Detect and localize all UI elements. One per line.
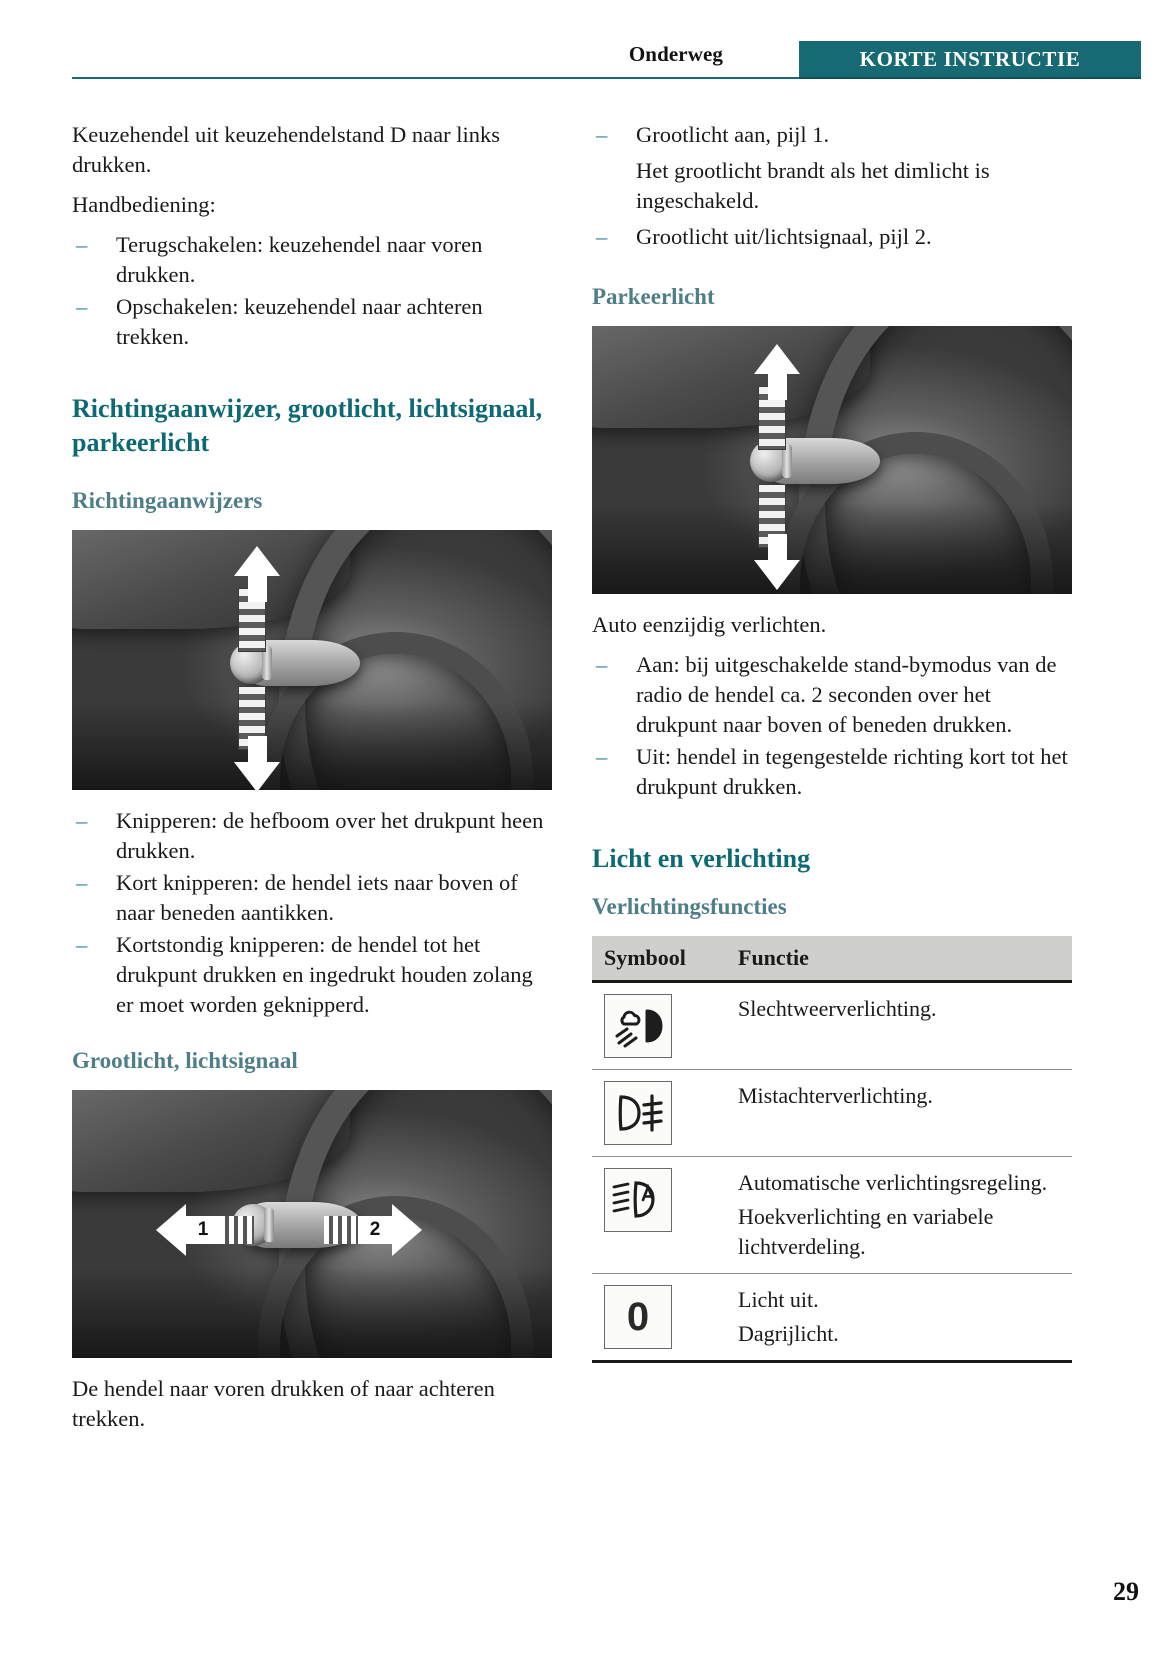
running-title: Onderweg	[628, 42, 723, 66]
list-item	[72, 230, 552, 290]
list-item-label: Kort knipperen: de hendel iets naar boven of naar beneden aantikken.	[116, 870, 518, 925]
column-header-function: Functie	[726, 936, 1072, 982]
arrow-left-icon	[156, 1204, 254, 1256]
arrow-up-icon	[761, 344, 793, 400]
function-text: Mistachterverlichting.	[738, 1083, 933, 1108]
photo-shadow	[72, 702, 552, 790]
section-heading-indicators: Richtingaanwijzer, grootlicht, lichtsignaal, parkeerlicht	[72, 394, 543, 457]
lights-off-glyph: 0	[626, 1295, 650, 1339]
function-cell	[726, 1070, 1072, 1157]
page-number: 29	[1113, 1577, 1139, 1606]
symbol-cell	[592, 1070, 726, 1157]
table-row	[592, 1274, 1072, 1362]
function-cell	[726, 1157, 1072, 1274]
left-column	[72, 120, 552, 1444]
symbol-cell	[592, 1157, 726, 1274]
dash-bullet-icon: –	[596, 744, 608, 769]
function-text: Slechtweerverlichting.	[738, 996, 937, 1021]
lighting-functions-table	[592, 936, 1072, 1363]
list-item	[72, 292, 552, 352]
photo-stalk-ring	[264, 1208, 274, 1242]
dash-bullet-icon: –	[76, 870, 88, 895]
list-item-label: Uit: hendel in tegengestelde richting kort tot het drukpunt drukken.	[636, 744, 1068, 799]
intro-paragraph-2: Handbediening:	[72, 192, 216, 217]
table-row	[592, 1157, 1072, 1274]
list-item	[592, 120, 1072, 216]
list-item	[592, 650, 1072, 740]
turn-signal-stalk-photo	[72, 530, 552, 790]
arrow-down-icon	[761, 534, 793, 590]
table-head	[592, 936, 1072, 982]
function-text-secondary: Dagrijlicht.	[738, 1321, 839, 1346]
list-item	[592, 222, 1072, 252]
dash-bullet-icon: –	[596, 122, 608, 147]
header-rule-tab	[799, 77, 1141, 79]
turn-signal-list	[72, 806, 552, 1020]
function-cell	[726, 982, 1072, 1070]
automatic-light-control-icon	[604, 1168, 672, 1232]
list-item	[72, 868, 552, 928]
right-column	[592, 120, 1072, 1363]
photo-shadow	[592, 503, 1072, 594]
arrow-up-icon	[241, 546, 273, 602]
list-item-label: Knipperen: de hefboom over het drukpunt heen drukken.	[116, 808, 544, 863]
list-item	[72, 930, 552, 1020]
function-text-secondary: Hoekverlichting en variabele lichtverdeling.	[738, 1204, 994, 1259]
dash-bullet-icon: –	[596, 652, 608, 677]
table-row	[592, 982, 1072, 1070]
column-header-symbol: Symbool	[592, 936, 726, 982]
chapter-tab: KORTE INSTRUCTIE	[799, 41, 1141, 77]
symbol-cell	[592, 982, 726, 1070]
list-item-label: Grootlicht aan, pijl 1.	[636, 122, 830, 147]
arrow-right-label: 2	[358, 1216, 392, 1244]
manual-shift-list	[72, 230, 552, 352]
function-cell	[726, 1274, 1072, 1362]
list-item-label: Terugschakelen: keuzehendel naar voren drukken.	[116, 232, 483, 287]
dash-bullet-icon: –	[76, 808, 88, 833]
intro-paragraph-1: Keuzehendel uit keuzehendelstand D naar links drukken.	[72, 122, 500, 177]
dash-bullet-icon: –	[76, 294, 88, 319]
page-header	[0, 0, 1165, 78]
parking-light-intro: Auto eenzijdig verlichten.	[592, 612, 827, 637]
dash-bullet-icon: –	[596, 224, 608, 249]
list-item	[72, 806, 552, 866]
arrow-right-icon	[324, 1204, 422, 1256]
list-item-note: Het grootlicht brandt als het dimlicht is ingeschakeld.	[636, 158, 990, 213]
lights-off-icon	[604, 1285, 672, 1349]
arrow-down-icon	[241, 736, 273, 790]
subheading-parking-light: Parkeerlicht	[592, 284, 715, 309]
subheading-turn-signals: Richtingaanwijzers	[72, 488, 263, 513]
high-beam-list	[592, 120, 1072, 252]
dash-bullet-icon: –	[76, 232, 88, 257]
high-beam-stalk-photo	[72, 1090, 552, 1358]
section-heading-lighting: Licht en verlichting	[592, 844, 811, 873]
symbol-cell	[592, 1274, 726, 1362]
list-item-label: Grootlicht uit/lichtsignaal, pijl 2.	[636, 224, 932, 249]
rear-fog-light-icon	[604, 1081, 672, 1145]
photo-shadow	[72, 1267, 552, 1358]
list-item	[592, 742, 1072, 802]
list-item-label: Opschakelen: keuzehendel naar achteren trekken.	[116, 294, 483, 349]
table-row	[592, 1070, 1072, 1157]
table-header-row	[592, 936, 1072, 982]
function-text: Automatische verlichtingsregeling.	[738, 1170, 1048, 1195]
high-beam-caption: De hendel naar voren drukken of naar achteren trekken.	[72, 1376, 495, 1431]
arrow-left-label: 1	[186, 1216, 220, 1244]
parking-light-stalk-photo	[592, 326, 1072, 594]
subheading-high-beam: Grootlicht, lichtsignaal	[72, 1048, 298, 1073]
bad-weather-light-icon	[604, 994, 672, 1058]
table-body	[592, 982, 1072, 1362]
parking-light-list	[592, 650, 1072, 802]
dash-bullet-icon: –	[76, 932, 88, 957]
function-text: Licht uit.	[738, 1287, 819, 1312]
list-item-label: Aan: bij uitgeschakelde stand-bymodus van de radio de hendel ca. 2 seconden over het drukpunt naar boven of beneden drukken.	[636, 652, 1057, 737]
subheading-lighting-functions: Verlichtingsfuncties	[592, 894, 787, 919]
list-item-label: Kortstondig knipperen: de hendel tot het drukpunt drukken en ingedrukt houden zolang er moet worden geknipperd.	[116, 932, 533, 1017]
